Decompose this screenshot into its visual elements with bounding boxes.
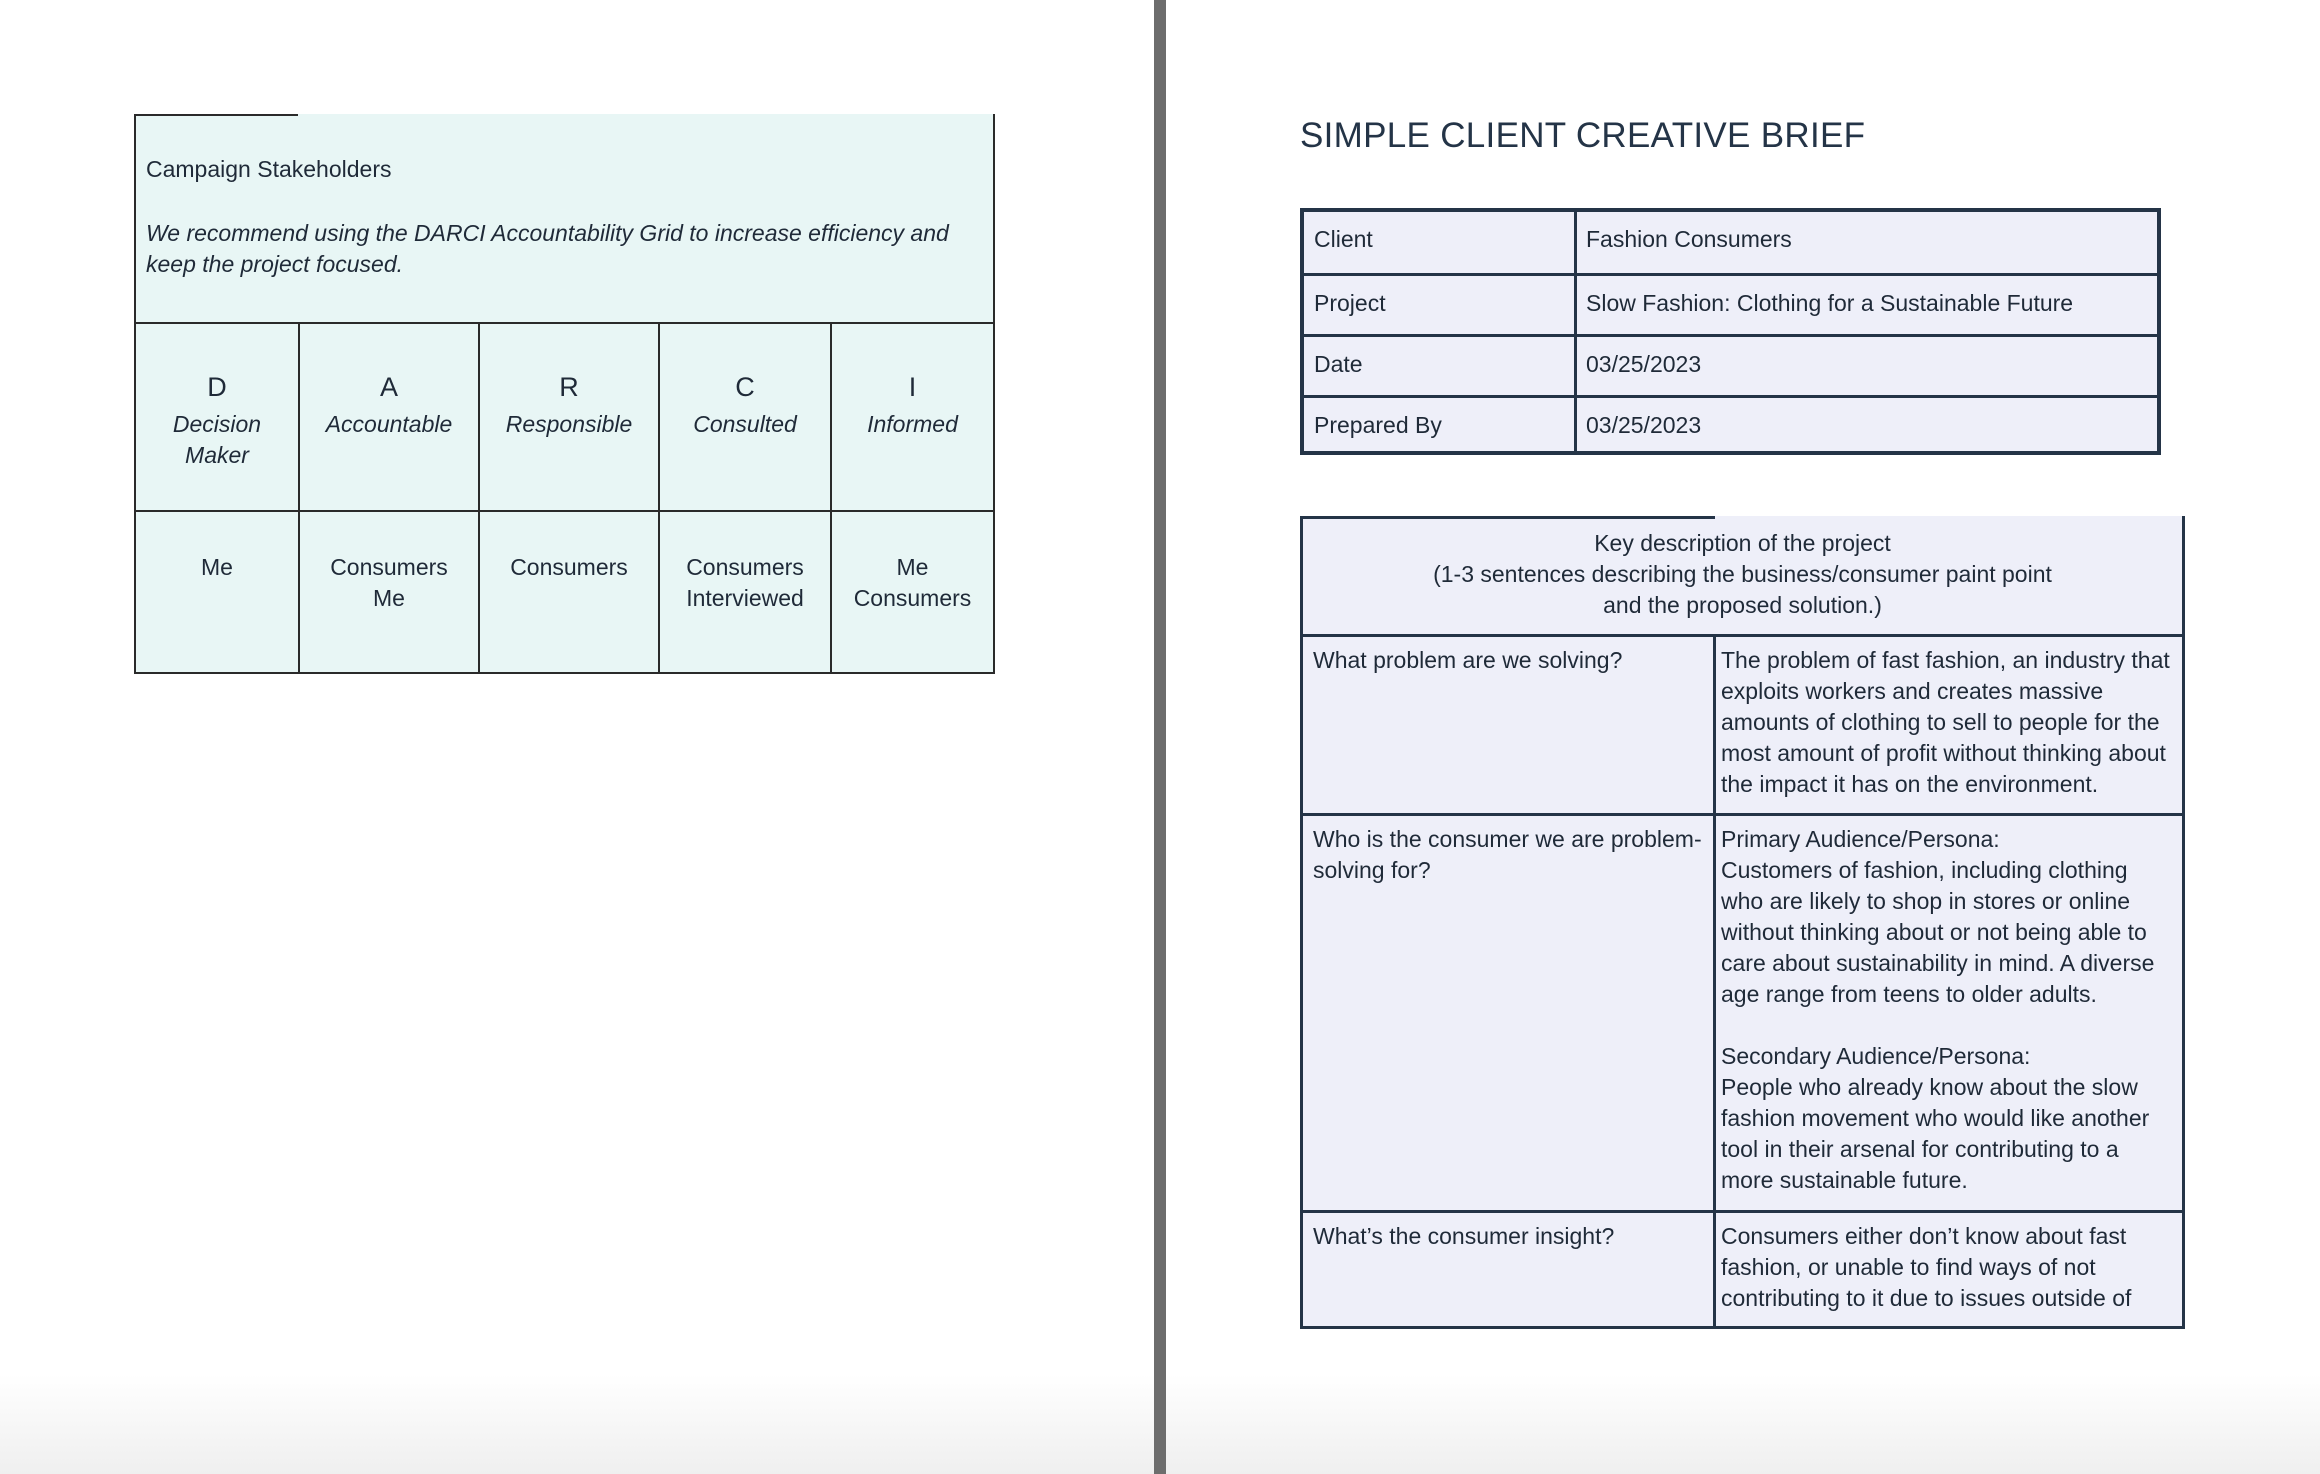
info-row-date — [1304, 334, 2157, 395]
page-title[interactable]: SIMPLE CLIENT CREATIVE BRIEF — [1300, 116, 1866, 155]
darci-cell-a[interactable] — [298, 324, 478, 510]
column-divider — [1713, 637, 1716, 813]
info-label[interactable]: Prepared By — [1314, 412, 1442, 438]
key-description-hint: and the proposed solution.) — [1603, 592, 1882, 618]
question-answer[interactable]: Consumers either don’t know about fast fashion, or unable to find ways of not contributing to it due to issues outside of — [1721, 1223, 2132, 1311]
darci-value: Me Consumers — [853, 554, 972, 611]
brief-info-table — [1300, 208, 2161, 455]
darci-role: Decision Maker — [172, 411, 262, 468]
column-divider — [1574, 337, 1577, 395]
darci-value: Consumers — [510, 554, 628, 580]
darci-letter: A — [379, 372, 398, 402]
darci-cell-d[interactable] — [136, 324, 298, 510]
key-description-hint: (1-3 sentences describing the business/consumer paint point — [1433, 561, 2052, 587]
darci-letter: D — [207, 372, 227, 402]
brief-questions-table — [1300, 516, 2185, 1329]
darci-role: Accountable — [325, 411, 453, 437]
info-label[interactable]: Client — [1314, 226, 1373, 252]
darci-value: Consumers Me — [330, 554, 448, 611]
darci-cell-c[interactable] — [658, 324, 830, 510]
darci-cell-r[interactable] — [478, 324, 658, 510]
stakeholders-description[interactable]: We recommend using the DARCI Accountability Grid to increase efficiency and keep the project focused. — [146, 220, 949, 277]
key-description[interactable] — [1303, 528, 2182, 621]
info-value[interactable]: 03/25/2023 — [1586, 351, 1702, 377]
column-divider — [1713, 1213, 1716, 1326]
table-top-border — [1300, 516, 1715, 519]
darci-letter: I — [908, 372, 917, 402]
darci-values-row — [136, 510, 993, 674]
stakeholders-title[interactable]: Campaign Stakeholders — [146, 156, 392, 182]
document-page-left — [0, 0, 1154, 1474]
question-row-insight — [1303, 1210, 2182, 1326]
info-row-project — [1304, 273, 2157, 334]
column-divider — [1574, 212, 1577, 273]
darci-letter: R — [559, 372, 579, 402]
info-value[interactable]: 03/25/2023 — [1586, 412, 1702, 438]
question-answer[interactable]: Primary Audience/Persona: Customers of fashion, including clothing who are likely to shop in stores or online without thinking about or not being able to care about sustainability in mind. A diverse age range from teens to older adults. Secondary Audience/Persona: People who already know about the slow fashion movement who would like another tool in their arsenal for contributing to a more sustainable future. — [1721, 826, 2155, 1193]
page-divider — [1154, 0, 1166, 1474]
info-row-client — [1304, 212, 2157, 273]
darci-value-cell[interactable] — [478, 512, 658, 674]
key-description-title: Key description of the project — [1594, 530, 1891, 556]
darci-value: Consumers Interviewed — [686, 554, 804, 611]
table-top-border — [134, 114, 298, 116]
page-bottom-shadow — [0, 1374, 1154, 1474]
question-label[interactable]: What problem are we solving? — [1313, 647, 1623, 673]
column-divider — [1713, 816, 1716, 1210]
question-row-consumer — [1303, 813, 2182, 1210]
darci-role: Responsible — [505, 411, 633, 437]
darci-value-cell[interactable] — [658, 512, 830, 674]
info-label[interactable]: Date — [1314, 351, 1363, 377]
darci-header-row — [136, 322, 993, 510]
page-bottom-shadow — [1166, 1374, 2320, 1474]
darci-role: Consulted — [693, 411, 797, 437]
question-label[interactable]: What’s the consumer insight? — [1313, 1223, 1615, 1249]
question-row-problem — [1303, 634, 2182, 813]
info-value[interactable]: Slow Fashion: Clothing for a Sustainable Future — [1586, 290, 2074, 316]
info-value[interactable]: Fashion Consumers — [1586, 226, 1792, 252]
darci-value-cell[interactable] — [830, 512, 993, 674]
darci-role: Informed — [867, 411, 958, 437]
document-page-right — [1166, 0, 2320, 1474]
info-row-prepared-by — [1304, 395, 2157, 451]
darci-value-cell[interactable] — [298, 512, 478, 674]
darci-letter: C — [735, 372, 755, 402]
darci-value: Me — [201, 554, 233, 580]
darci-cell-i[interactable] — [830, 324, 993, 510]
question-label[interactable]: Who is the consumer we are problem-solving for? — [1313, 826, 1702, 883]
column-divider — [1574, 398, 1577, 451]
darci-value-cell[interactable] — [136, 512, 298, 674]
column-divider — [1574, 276, 1577, 334]
stakeholders-table — [134, 114, 995, 674]
info-label[interactable]: Project — [1314, 290, 1386, 316]
question-answer[interactable]: The problem of fast fashion, an industry that exploits workers and creates massive amounts of clothing to sell to people for the most amount of profit without thinking about the impact it has on the environment. — [1721, 647, 2170, 797]
